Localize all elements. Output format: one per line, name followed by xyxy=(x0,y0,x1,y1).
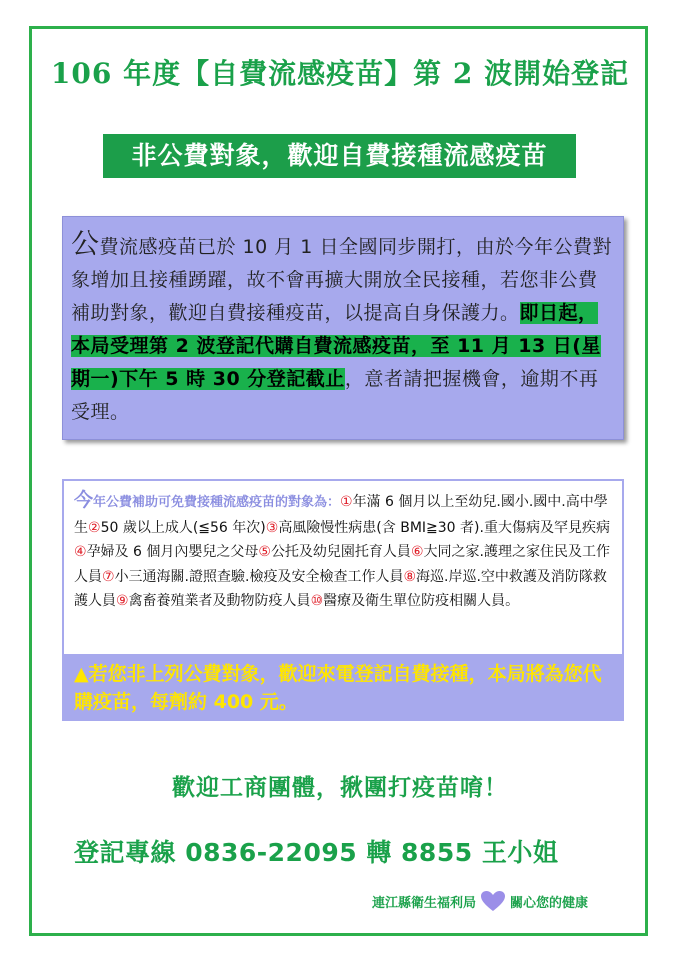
item-text: 公托及幼兒園托育人員 xyxy=(270,544,411,560)
heart-icon xyxy=(480,890,506,912)
eligibility-item xyxy=(116,593,311,609)
item-number: ⑦ xyxy=(102,568,115,585)
registration-hotline: 登記專線 0836-22095 轉 8855 王小姐 xyxy=(74,838,559,867)
subtitle-banner: 非公費對象，歡迎自費接種流感疫苗 xyxy=(103,134,576,178)
intro-text: 費流感疫苗已於 10 月 1 日全國同步開打，由於今年公費對象增加且接種踴躍，故不會再擴大開放全民接種，若您非公費補助對象，歡迎自費接種疫苗，以提高自身保護力。 xyxy=(71,236,612,324)
intro-highlight: 即日起，本局受理第 2 波登記代購自費流感疫苗，至 11 月 13 日(星期一)下午 5 時 30 分登記截止 xyxy=(71,302,601,390)
footer-org: 連江縣衛生福利局 xyxy=(372,895,477,911)
eligibility-item xyxy=(74,544,258,560)
eligibility-item xyxy=(88,520,266,536)
self-pay-notice: ▲若您非上列公費對象，歡迎來電登記自費接種，本局將為您代購疫苗，每劑約 400 元。 xyxy=(64,654,622,719)
item-number: ② xyxy=(88,519,101,536)
item-number: ⑤ xyxy=(258,544,271,560)
item-text: 高風險慢性病患(含 BMI≧30 者).重大傷病及罕見疾病 xyxy=(278,519,610,536)
eligibility-item xyxy=(311,593,520,609)
eligibility-item xyxy=(102,569,403,585)
page-title: 106 年度【自費流感疫苗】第 2 波開始登記 xyxy=(50,57,630,90)
footer xyxy=(372,890,588,912)
item-text: 海巡.岸巡.空中救護及消防隊救護人員 xyxy=(74,568,607,609)
footer-slogan: 關心您的健康 xyxy=(510,895,589,911)
item-number: ⑧ xyxy=(403,568,417,585)
eligibility-item xyxy=(266,520,610,536)
item-number: ④ xyxy=(74,544,87,560)
eligibility-list xyxy=(64,481,622,614)
item-number: ③ xyxy=(265,519,279,536)
item-text: 50 歲以上成人(≦56 年次) xyxy=(100,519,266,536)
item-text: 小三通海關.證照查驗.檢疫及安全檢查工作人員 xyxy=(114,568,404,585)
item-text: 醫療及衛生單位防疫相關人員。 xyxy=(323,593,520,609)
intro-paragraph xyxy=(71,227,615,429)
eligibility-box xyxy=(62,479,624,721)
item-number: ⑥ xyxy=(410,544,424,560)
item-text: 禽畜養殖業者及動物防疫人員 xyxy=(128,593,311,609)
intro-text-end: ，意者請把握機會，逾期不再受理。 xyxy=(71,368,599,423)
eligibility-heading xyxy=(74,489,341,511)
welcome-message: 歡迎工商團體，揪團打疫苗唷！ xyxy=(172,775,508,801)
item-number: ① xyxy=(340,494,353,510)
item-number: ⑩ xyxy=(310,593,324,609)
intro-box xyxy=(62,216,624,440)
eligibility-first-char: 今 xyxy=(74,489,94,511)
eligibility-item xyxy=(258,544,411,560)
intro-first-char: 公 xyxy=(71,227,100,260)
item-text: 大同之家.護理之家住民及工作人員 xyxy=(74,544,610,585)
item-text: 年滿 6 個月以上至幼兒.國小.國中.高中學生 xyxy=(74,494,608,536)
item-text: 孕婦及 6 個月內嬰兒之父母 xyxy=(86,544,259,560)
eligibility-heading-text: 年公費補助可免費接種流感疫苗的對象為： xyxy=(93,495,341,510)
item-number: ⑨ xyxy=(116,593,129,609)
